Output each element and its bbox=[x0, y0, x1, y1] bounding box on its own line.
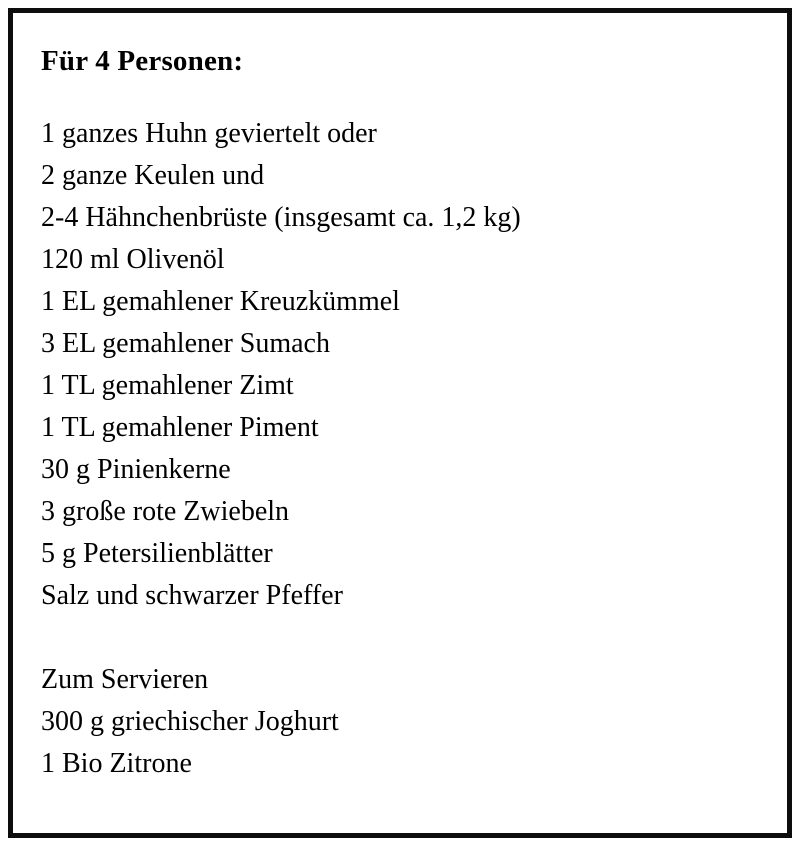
list-item: 30 g Pinienkerne bbox=[41, 454, 231, 486]
list-item: 2-4 Hähnchenbrüste (insgesamt ca. 1,2 kg) bbox=[41, 202, 521, 234]
list-item: 5 g Petersilienblätter bbox=[41, 538, 273, 570]
list-item: 3 EL gemahlener Sumach bbox=[41, 328, 330, 360]
list-item: 1 ganzes Huhn geviertelt oder bbox=[41, 118, 377, 150]
section-spacer bbox=[41, 617, 759, 659]
list-item: Salz und schwarzer Pfeffer bbox=[41, 580, 343, 612]
list-item: 3 große rote Zwiebeln bbox=[41, 496, 290, 528]
ingredient-list bbox=[41, 113, 759, 617]
list-item: 1 TL gemahlener Piment bbox=[41, 412, 319, 444]
serving-list bbox=[41, 701, 759, 785]
list-item: 1 EL gemahlener Kreuzkümmel bbox=[41, 286, 400, 318]
list-item: 1 TL gemahlener Zimt bbox=[41, 370, 294, 402]
serving-section-heading: Zum Servieren bbox=[41, 664, 209, 696]
list-item: 300 g griechischer Joghurt bbox=[41, 706, 339, 738]
list-item: 120 ml Olivenöl bbox=[41, 244, 225, 276]
servings-heading: Für 4 Personen: bbox=[41, 45, 244, 77]
recipe-ingredients-box bbox=[8, 8, 792, 838]
list-item: 2 ganze Keulen und bbox=[41, 160, 265, 192]
list-item: 1 Bio Zitrone bbox=[41, 748, 192, 780]
